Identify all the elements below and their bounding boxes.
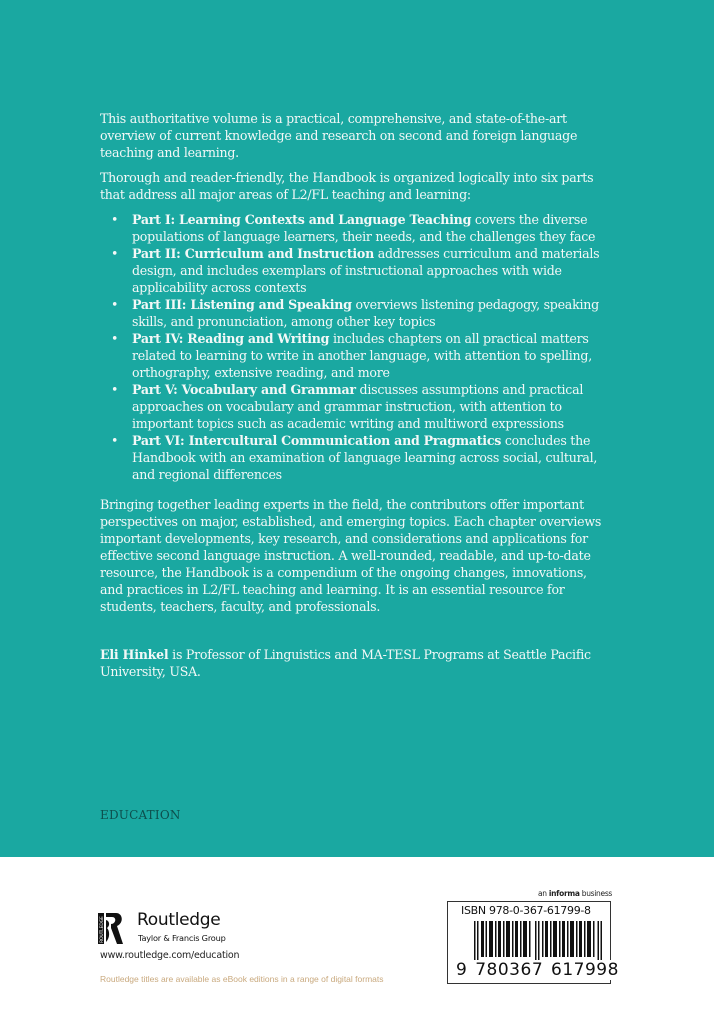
part-title: Part IV: Reading and Writing: [132, 331, 330, 346]
publisher-name: Routledge: [137, 910, 221, 930]
summary-paragraph: Bringing together leading experts in the field, the contributors offer important perspectives on major, established, and emerging topics. Each chapter overviews important developments, key research, and considerations and applications for effective second language instruction. A well-rounded, readable, and up-to-date resource, the Handbook is a compendium of the ongoing changes, innovations, and practices in L2/FL teaching and learning. It is an essential resource for students, teachers, faculty, and professionals.: [100, 497, 602, 614]
part-description: addresses curriculum and materials design, and includes exemplars of instructional approaches with wide applicability across contexts: [132, 246, 600, 295]
part-item: [111, 330, 600, 381]
routledge-logo-icon: [98, 912, 124, 945]
bullet-icon: •: [111, 331, 119, 346]
subject-category: EDUCATION: [100, 808, 181, 822]
parts-list: [100, 211, 600, 483]
part-title: Part III: Listening and Speaking: [132, 297, 352, 312]
informa-tagline: an informa business: [538, 889, 613, 898]
isbn-barcode: [447, 901, 619, 984]
informa-brand: informa: [548, 889, 580, 898]
part-description: includes chapters on all practical matters related to learning to write in another language, with attention to spelling, orthography, extensive reading, and more: [132, 331, 592, 380]
bullet-icon: •: [111, 212, 119, 227]
part-description: overviews listening pedagogy, speaking skills, and pronunciation, among other key topics: [132, 297, 599, 329]
svg-text:ROUTLEDGE: ROUTLEDGE: [99, 916, 105, 943]
part-title: Part V: Vocabulary and Grammar: [132, 382, 356, 397]
bullet-icon: •: [111, 433, 119, 448]
part-title: Part I: Learning Contexts and Language Teaching: [132, 212, 472, 227]
author-name: Eli Hinkel: [100, 647, 169, 662]
publisher-group: Taylor & Francis Group: [138, 933, 226, 943]
barcode-bars-icon: [474, 921, 602, 965]
author-bio: [100, 646, 610, 680]
part-description: covers the diverse populations of language learners, their needs, and the challenges they face: [132, 212, 596, 244]
isbn-label: ISBN 978-0-367-61799-8: [461, 904, 591, 917]
bullet-icon: •: [111, 246, 119, 261]
part-title: Part VI: Intercultural Communication and Pragmatics: [132, 433, 502, 448]
part-title: Part II: Curriculum and Instruction: [132, 246, 374, 261]
intro-paragraph: This authoritative volume is a practical, comprehensive, and state-of-the-art overview of current knowledge and research on second and foreign language teaching and learning.: [100, 111, 578, 160]
publisher-url[interactable]: www.routledge.com/education: [100, 950, 240, 961]
part-description: concludes the Handbook with an examination of language learning across social, cultural, and regional differences: [132, 433, 598, 482]
part-description: discusses assumptions and practical approaches on vocabulary and grammar instruction, with attention to important topics such as academic writing and multiword expressions: [132, 382, 584, 431]
part-item: [111, 296, 600, 330]
author-description: is Professor of Linguistics and MA-TESL Programs at Seattle Pacific University, USA.: [100, 647, 591, 679]
bullet-icon: •: [111, 382, 119, 397]
part-item: [111, 432, 600, 483]
part-item: [111, 245, 600, 296]
bullet-icon: •: [111, 297, 119, 312]
blurb: [100, 110, 600, 483]
part-item: [111, 381, 600, 432]
ebook-note: Routledge titles are available as eBook editions in a range of digital formats: [100, 974, 384, 984]
ean-digits: 9 780367 617998: [456, 960, 619, 980]
part-item: [111, 211, 600, 245]
organization-paragraph: Thorough and reader-friendly, the Handbook is organized logically into six parts that address all major areas of L2/FL teaching and learning:: [100, 170, 594, 202]
publisher-logo: [98, 910, 398, 950]
